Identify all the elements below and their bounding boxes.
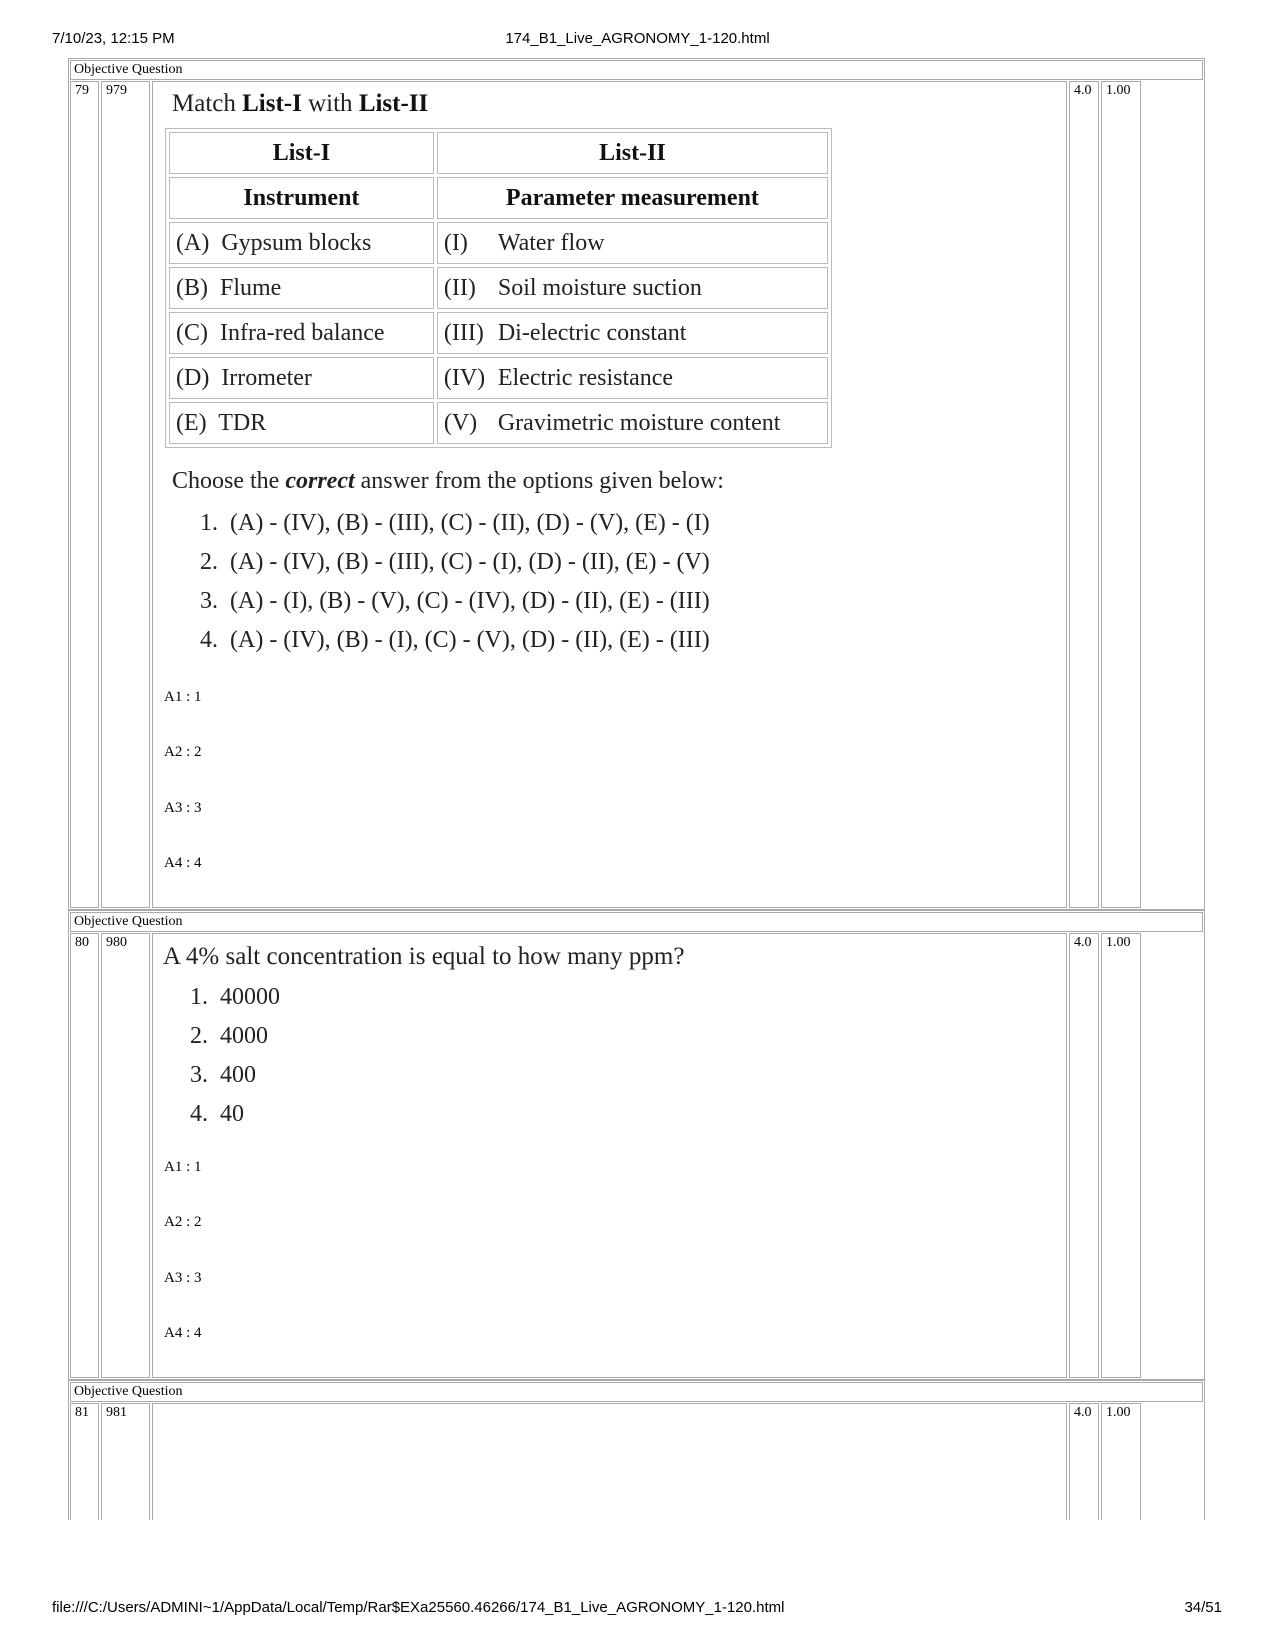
parameter-text: Water flow: [497, 229, 605, 256]
print-doc-title: 174_B1_Live_AGRONOMY_1-120.html: [505, 30, 770, 47]
negative-marks-cell: 1.00: [1101, 933, 1141, 1378]
option-number: 3.: [200, 588, 218, 614]
option-item: [182, 543, 710, 582]
table-cell-parameter: [437, 312, 828, 354]
negative-marks-cell: 1.00: [1101, 1403, 1141, 1520]
answer-option-1: A1 : 1: [164, 689, 202, 705]
table-header-list2: List-II: [437, 132, 828, 174]
answer-option-3: A3 : 3: [164, 800, 202, 816]
option-number: 4.: [190, 1101, 208, 1127]
question-title: [172, 90, 428, 118]
question-id-cell: 980: [101, 933, 150, 1378]
title-match: Match: [172, 90, 243, 117]
table-cell-instrument: (A) Gypsum blocks: [169, 222, 434, 264]
option-text: (A) - (I), (B) - (V), (C) - (IV), (D) - (II), (E) - (III): [230, 588, 710, 614]
answer-option-1: A1 : 1: [164, 1159, 202, 1175]
option-number: 2.: [190, 1023, 208, 1049]
roman-numeral: (IV): [443, 364, 486, 391]
table-cell-instrument: (D) Irrometer: [169, 357, 434, 399]
table-row: [169, 267, 828, 309]
table-cell-parameter: [437, 267, 828, 309]
marks-cell: 4.0: [1069, 933, 1099, 1378]
question-id-cell: 981: [101, 1403, 150, 1520]
instruction-pre: Choose the: [172, 468, 286, 494]
roman-numeral: (II): [443, 274, 476, 301]
marks-cell: 4.0: [1069, 81, 1099, 908]
option-item: [172, 978, 280, 1017]
option-number: 3.: [190, 1062, 208, 1088]
question-type-label: Objective Question: [70, 60, 1203, 80]
question-body-cell: [152, 933, 1067, 1378]
table-subheader-instrument: Instrument: [169, 177, 434, 219]
table-header-list1: List-I: [169, 132, 434, 174]
question-text: A 4% salt concentration is equal to how many ppm?: [163, 943, 685, 970]
option-number: 2.: [200, 549, 218, 575]
print-footer: [0, 1599, 1275, 1621]
instruction-post: answer from the options given below:: [354, 468, 724, 494]
question-type-label: Objective Question: [70, 912, 1203, 932]
option-item: [172, 1056, 280, 1095]
option-item: [172, 1017, 280, 1056]
option-list: [172, 978, 280, 1134]
option-text: (A) - (IV), (B) - (I), (C) - (V), (D) - (II), (E) - (III): [230, 627, 710, 653]
serial-number-cell: 79: [70, 81, 99, 908]
table-subheader-row: [169, 177, 828, 219]
table-row: [169, 357, 828, 399]
option-item: [182, 504, 710, 543]
match-table: [165, 128, 832, 448]
option-number: 4.: [200, 627, 218, 653]
option-text: 4000: [220, 1023, 268, 1049]
question-id-cell: 979: [101, 81, 150, 908]
print-file-path: file:///C:/Users/ADMINI~1/AppData/Local/Temp/Rar$EXa25560.46266/174_B1_Live_AGRONOMY_1-120.html: [52, 1599, 785, 1616]
parameter-text: Soil moisture suction: [497, 274, 702, 301]
question-type-label: Objective Question: [70, 1382, 1203, 1402]
title-list2: List-II: [358, 90, 429, 117]
option-item: [182, 621, 710, 660]
table-cell-parameter: [437, 222, 828, 264]
option-text: 40000: [220, 984, 280, 1010]
option-number: 1.: [190, 984, 208, 1010]
table-row: [169, 402, 828, 444]
parameter-text: Electric resistance: [497, 364, 674, 391]
question-body-cell: [152, 1403, 1067, 1520]
negative-marks-cell: 1.00: [1101, 81, 1141, 908]
table-cell-instrument: (C) Infra-red balance: [169, 312, 434, 354]
table-row: [169, 222, 828, 264]
question-instruction: [172, 468, 724, 495]
table-cell-instrument: (B) Flume: [169, 267, 434, 309]
parameter-text: Gravimetric moisture content: [497, 409, 781, 436]
table-cell-parameter: [437, 357, 828, 399]
instruction-emphasis: correct: [285, 468, 355, 494]
answer-option-4: A4 : 4: [164, 855, 202, 871]
title-list1: List-I: [242, 90, 302, 117]
option-item: [182, 582, 710, 621]
answer-option-2: A2 : 2: [164, 1214, 202, 1230]
marks-cell: 4.0: [1069, 1403, 1099, 1520]
option-list: [182, 504, 710, 660]
serial-number-cell: 81: [70, 1403, 99, 1520]
roman-numeral: (I): [443, 229, 468, 256]
table-cell-parameter: [437, 402, 828, 444]
table-row: [169, 312, 828, 354]
answer-option-2: A2 : 2: [164, 744, 202, 760]
roman-numeral: (III): [443, 319, 484, 346]
parameter-text: Di-electric constant: [497, 319, 687, 346]
title-with: with: [301, 90, 359, 117]
option-number: 1.: [200, 510, 218, 536]
print-datetime: 7/10/23, 12:15 PM: [52, 30, 175, 47]
option-text: (A) - (IV), (B) - (III), (C) - (I), (D) - (II), (E) - (V): [230, 549, 710, 575]
option-text: 40: [220, 1101, 244, 1127]
answer-option-4: A4 : 4: [164, 1325, 202, 1341]
option-item: [172, 1095, 280, 1134]
roman-numeral: (V): [443, 409, 478, 436]
table-cell-instrument: (E) TDR: [169, 402, 434, 444]
table-subheader-parameter: Parameter measurement: [437, 177, 828, 219]
print-page-number: 34/51: [1184, 1599, 1222, 1616]
answer-option-3: A3 : 3: [164, 1270, 202, 1286]
option-text: 400: [220, 1062, 256, 1088]
print-header: [0, 30, 1275, 52]
option-text: (A) - (IV), (B) - (III), (C) - (II), (D) - (V), (E) - (I): [230, 510, 710, 536]
table-header-row: [169, 132, 828, 174]
serial-number-cell: 80: [70, 933, 99, 1378]
